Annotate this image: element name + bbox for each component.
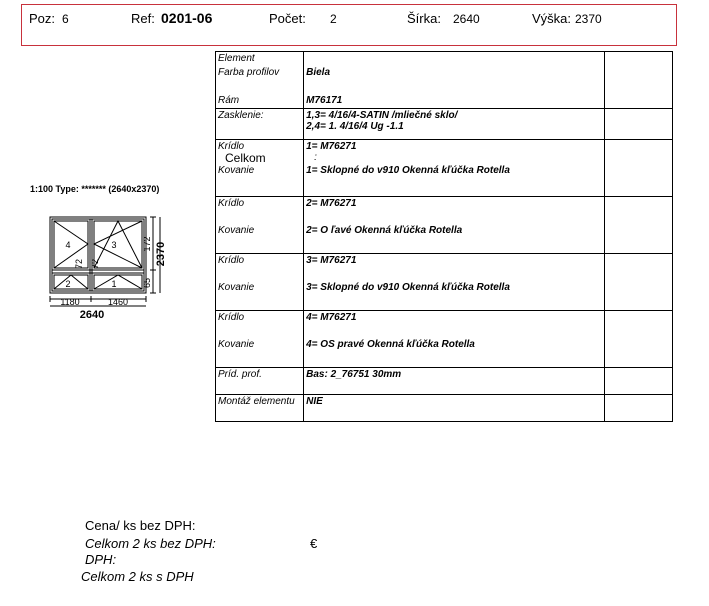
ram-value: M76171 <box>306 95 343 106</box>
sash-number-3: 1 <box>111 279 117 289</box>
pocet-value: 2 <box>330 12 337 26</box>
prid-value: Bas: 2_76751 30mm <box>304 368 605 395</box>
celkom-label: Celkom <box>225 152 266 164</box>
farba-label: Farba profilov <box>218 67 280 78</box>
ref-label: Ref: <box>131 11 155 26</box>
kovanie-1-value: 1= Sklopné do v910 Okenná kľúčka Rotella <box>306 165 510 176</box>
kridlo-2-label: Krídlo <box>218 198 245 209</box>
kovanie-4-label: Kovanie <box>218 339 255 350</box>
drawing-type-label: 1:100 Type: ******* (2640x2370) <box>30 184 160 194</box>
element-label-cell <box>216 52 304 109</box>
kovanie-3-label: Kovanie <box>218 282 255 293</box>
sirka-label: Šírka: <box>407 11 441 26</box>
kridlo-1-label: Krídlo <box>218 141 245 152</box>
dph-label: DPH: <box>85 552 117 567</box>
dim-inner-right: 72 <box>90 258 100 270</box>
prid-label: Príd. prof. <box>216 368 304 395</box>
zasklenie-line-1: 1,3= 4/16/4-SATIN /mliečné sklo/ <box>306 110 458 121</box>
kridlo-3-value: 3= M76271 <box>306 255 357 266</box>
kovanie-1-label: Kovanie <box>218 165 255 176</box>
dim-total-height: 2370 <box>155 241 167 267</box>
window-drawing <box>30 182 190 332</box>
montaz-value: NIE <box>304 395 605 422</box>
dim-total-width: 2640 <box>79 309 105 321</box>
dim-right-top: 172 <box>142 236 152 252</box>
dim-right-bottom: 65 <box>142 277 152 289</box>
element-label: Element <box>218 53 255 64</box>
dim-bottom-right: 1460 <box>107 297 129 307</box>
kovanie-2-label: Kovanie <box>218 225 255 236</box>
ram-label: Rám <box>218 95 240 106</box>
currency-symbol: € <box>310 536 318 551</box>
kridlo-3-label: Krídlo <box>218 255 245 266</box>
celkom-s-dph-label: Celkom 2 ks s DPH <box>81 569 194 584</box>
ref-value: 0201-06 <box>161 10 213 26</box>
montaz-label: Montáž elementu <box>216 395 304 422</box>
sash-3 <box>94 275 142 289</box>
sash-1 <box>54 275 88 289</box>
pocet-label: Počet: <box>269 11 306 26</box>
kridlo-1-value: 1= M76271 <box>306 141 357 152</box>
farba-value: Biela <box>306 67 331 78</box>
kovanie-3-value: 3= Sklopné do v910 Okenná kľúčka Rotella <box>306 282 510 293</box>
kridlo-1-colon: : <box>314 152 317 163</box>
element-spec-table <box>215 51 673 422</box>
kridlo-4-value: 4= M76271 <box>306 312 357 323</box>
cena-label: Cena/ ks bez DPH: <box>85 518 196 533</box>
sash-number-4: 3 <box>111 240 117 250</box>
poz-label: Poz: <box>29 11 56 26</box>
kridlo-2-value: 2= M76271 <box>306 198 357 209</box>
vyska-label: Výška: <box>532 11 572 26</box>
kovanie-4-value: 4= OS pravé Okenná kľúčka Rotella <box>306 339 475 350</box>
celkom-bez-dph-label: Celkom 2 ks bez DPH: <box>85 536 216 551</box>
sash-number-1: 2 <box>65 279 71 289</box>
poz-value: 6 <box>62 12 69 26</box>
zasklenie-label: Zasklenie: <box>216 109 304 140</box>
zasklenie-line-2: 2,4= 1. 4/16/4 Ug -1.1 <box>306 121 404 132</box>
kovanie-2-value: 2= O ľavé Okenná kľúčka Rotella <box>306 225 463 236</box>
sirka-value: 2640 <box>453 12 480 26</box>
sash-4 <box>94 221 142 268</box>
dim-bottom-left: 1180 <box>60 297 80 307</box>
vyska-value: 2370 <box>575 12 602 26</box>
sash-number-2: 4 <box>65 240 71 250</box>
position-header <box>21 4 677 46</box>
dim-inner-left: 72 <box>74 258 84 270</box>
kridlo-4-label: Krídlo <box>218 312 245 323</box>
